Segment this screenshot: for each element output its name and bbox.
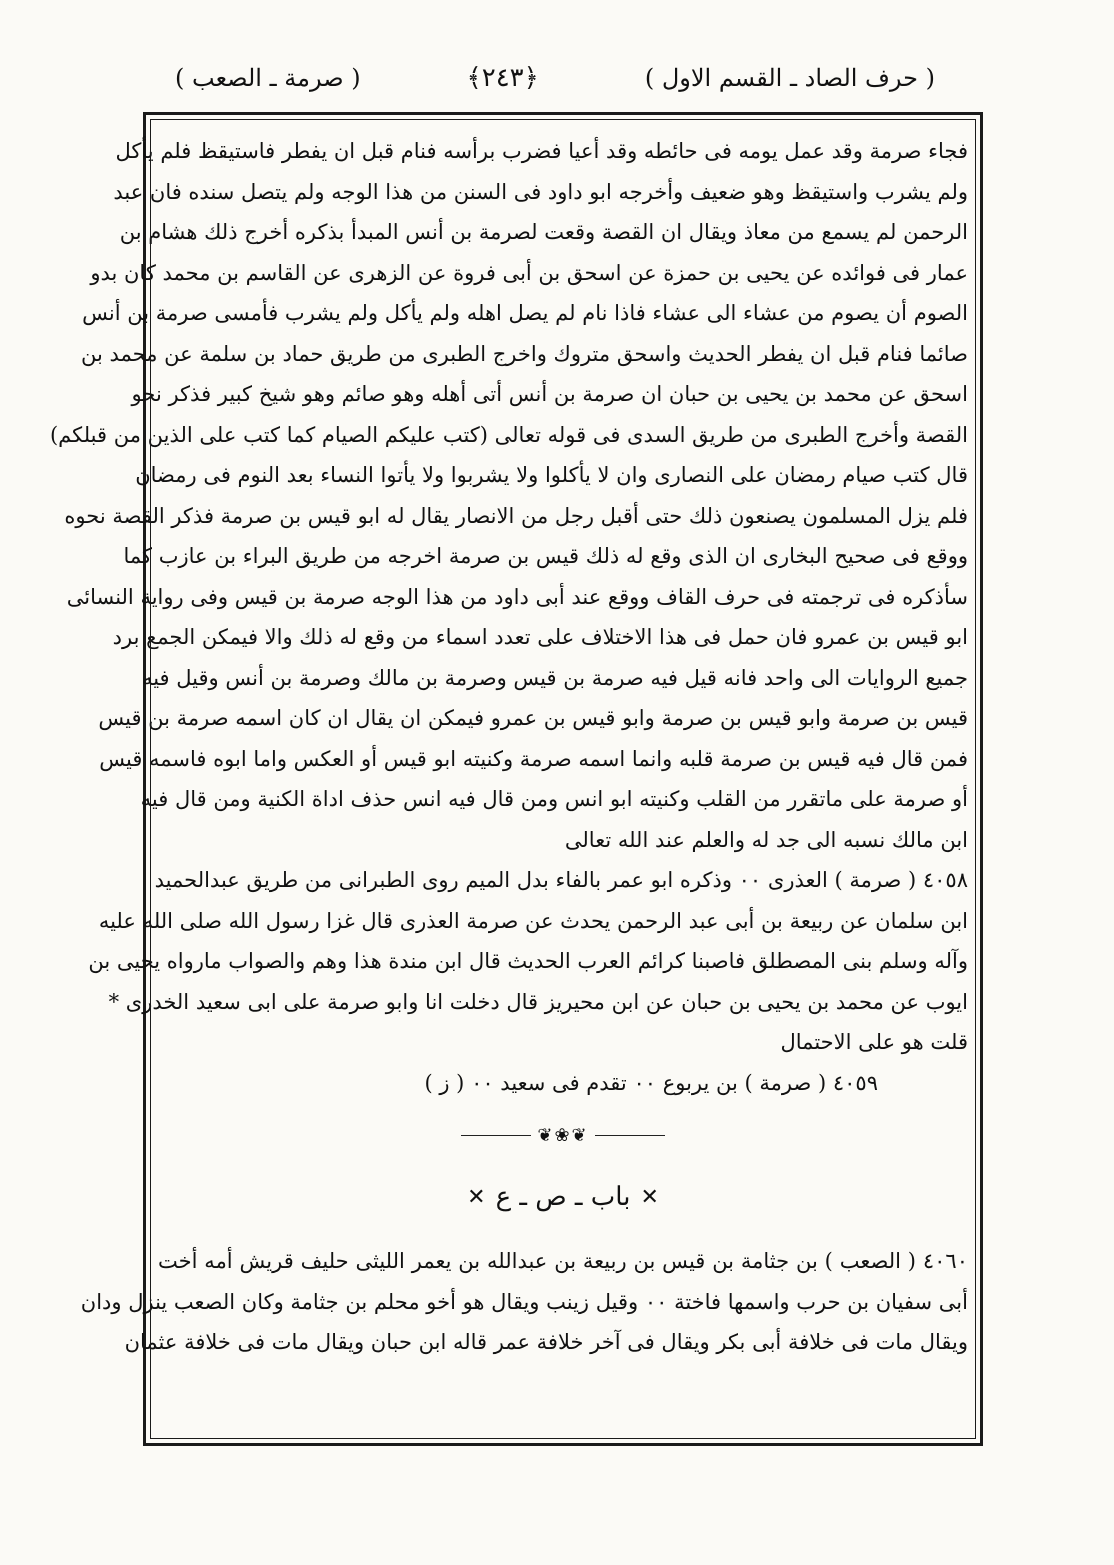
knot-ornament-icon: ✕ xyxy=(467,1184,486,1210)
page-header xyxy=(175,58,935,98)
text-line: أبى سفيان بن حرب واسمها فاختة ٠٠ وقيل زينب ويقال هو أخو محلم بن جثامة وكان الصعب ينزل ودان xyxy=(80,1289,968,1314)
page-frame xyxy=(49,112,983,1446)
text-line: قلت هو على الاحتمال xyxy=(780,1030,968,1054)
text-line: الصوم أن يصوم من عشاء الى عشاء فاذا نام لم يصل اهله ولم يأكل ولم يشرب فأمسى صرمة بن أنس xyxy=(82,301,968,325)
entry-4059-line: ٤٠٥٩ ( صرمة ) بن يربوع ٠٠ تقدم فى سعيد ٠٠ ( ز ) xyxy=(424,1070,878,1095)
section-heading xyxy=(158,1167,968,1227)
page-body xyxy=(49,131,968,1431)
text-line: ابو قيس بن عمرو فان حمل فى هذا الاختلاف على تعدد اسماء من وقع له ذلك والا فيمكن الجمع برد xyxy=(112,625,968,649)
ornamental-divider xyxy=(158,1115,968,1155)
text-line: ابن مالك نسبه الى جد له والعلم عند الله تعالى xyxy=(564,827,968,852)
text-line: وآله وسلم بنى المصطلق فاصبنا كرائم العرب الحديث قال ابن مندة هذا وهم والصواب مارواه يحيى بن xyxy=(88,949,968,973)
text-line: ووقع فى صحيح البخارى ان الذى وقع له ذلك قيس بن صرمة اخرجه من طريق البراء بن عازب كما xyxy=(123,544,968,568)
divider-rule xyxy=(461,1135,531,1136)
ornament-icon: ❦❀❦ xyxy=(537,1124,589,1146)
text-line: فجاء صرمة وقد عمل يومه فى حائطه وقد أعيا فضرب برأسه فنام قبل ان يفطر فاستيقظ فلم يأكل xyxy=(115,139,968,163)
divider-rule xyxy=(595,1135,665,1136)
text-line: الرحمن لم يسمع من معاذ ويقال ان القصة وقعت لصرمة بن أنس المبدأ بذكره أخرج ذلك هشام بن xyxy=(119,220,968,244)
text-line: اسحق عن محمد بن يحيى بن حبان ان صرمة بن أنس أتى أهله وهو صائم وهو شيخ كبير فذكر نحو xyxy=(131,382,968,406)
knot-ornament-icon: ✕ xyxy=(640,1184,659,1210)
entry-4060-line: ٤٠٦٠ ( الصعب ) بن جثامة بن قيس بن ربيعة بن عبدالله بن يعمر الليثى حليف قريش أمه أخت xyxy=(158,1249,968,1273)
text-line: أو صرمة على ماتقرر من القلب وكنيته ابو انس ومن قال فيه انس حذف اداة الكنية ومن قال فيه xyxy=(140,787,968,811)
text-line: عمار فى فوائده عن يحيى بن حمزة عن اسحق بن أبى فروة عن الزهرى عن القاسم بن محمد كان بدو xyxy=(90,260,968,285)
page-number: ﴿٢٤٣﴾ xyxy=(466,63,539,93)
text-line: صائما فنام قبل ان يفطر الحديث واسحق متروك واخرج الطبرى من طريق حماد بن سلمة عن محمد بن xyxy=(80,341,968,366)
text-line: فلم يزل المسلمون يصنعون ذلك حتى أقبل رجل من الانصار يقال له ابو قيس بن صرمة فذكر القصة نحوه xyxy=(64,503,968,528)
text-line: ابن سلمان عن ربيعة بن أبى عبد الرحمن يحدث عن صرمة العذرى قال غزا رسول الله صلى الله عليه xyxy=(98,908,968,933)
text-line: ايوب عن محمد بن يحيى بن حبان عن ابن محيريز قال دخلت انا وابو صرمة على ابى سعيد الخدرى * xyxy=(108,989,968,1014)
text-line: ويقال مات فى خلافة أبى بكر ويقال فى آخر خلافة عمر قاله ابن حبان ويقال مات فى خلافة عثمان xyxy=(124,1330,968,1354)
text-line: سأذكره فى ترجمته فى حرف القاف ووقع عند أبى داود من هذا الوجه صرمة بن قيس وفى رواية النسائى xyxy=(66,584,968,609)
text-line: ولم يشرب واستيقظ وهو ضعيف وأخرجه ابو داود فى السنن من هذا الوجه ولم يتصل سنده فان عبد xyxy=(113,179,968,204)
entry-4058-line: ٤٠٥٨ ( صرمة ) العذرى ٠٠ وذكره ابو عمر بالفاء بدل الميم روى الطبرانى من طريق عبدالحميد xyxy=(154,868,968,892)
text-line: فمن قال فيه قيس بن صرمة قلبه وانما اسمه صرمة وكنيته ابو قيس أو العكس واما ابوه فاسمه قيس xyxy=(99,746,968,771)
text-line: قيس بن صرمة وابو قيس بن صرمة وابو قيس بن عمرو فيمكن ان يقال ان كان اسمه صرمة بن قيس xyxy=(98,706,968,730)
section-title: باب ـ ص ـ ع xyxy=(495,1182,631,1212)
text-line: قال كتب صيام رمضان على النصارى وان لا يأكلوا ولا يشربوا ولا يأتوا النساء بعد النوم فى رمضان xyxy=(135,463,968,487)
text-line: جميع الروايات الى واحد فانه قيل فيه صرمة بن قيس وصرمة بن مالك وصرمة بن أنس وقيل فيه xyxy=(141,665,968,690)
header-chapter: ( حرف الصاد ـ القسم الاول ) xyxy=(644,64,935,92)
text-line: القصة وأخرج الطبرى من طريق السدى فى قوله تعالى (كتب عليكم الصيام كما كتب على الذين من قبلكم) xyxy=(49,422,968,447)
header-entries: ( صرمة ـ الصعب ) xyxy=(175,64,361,92)
